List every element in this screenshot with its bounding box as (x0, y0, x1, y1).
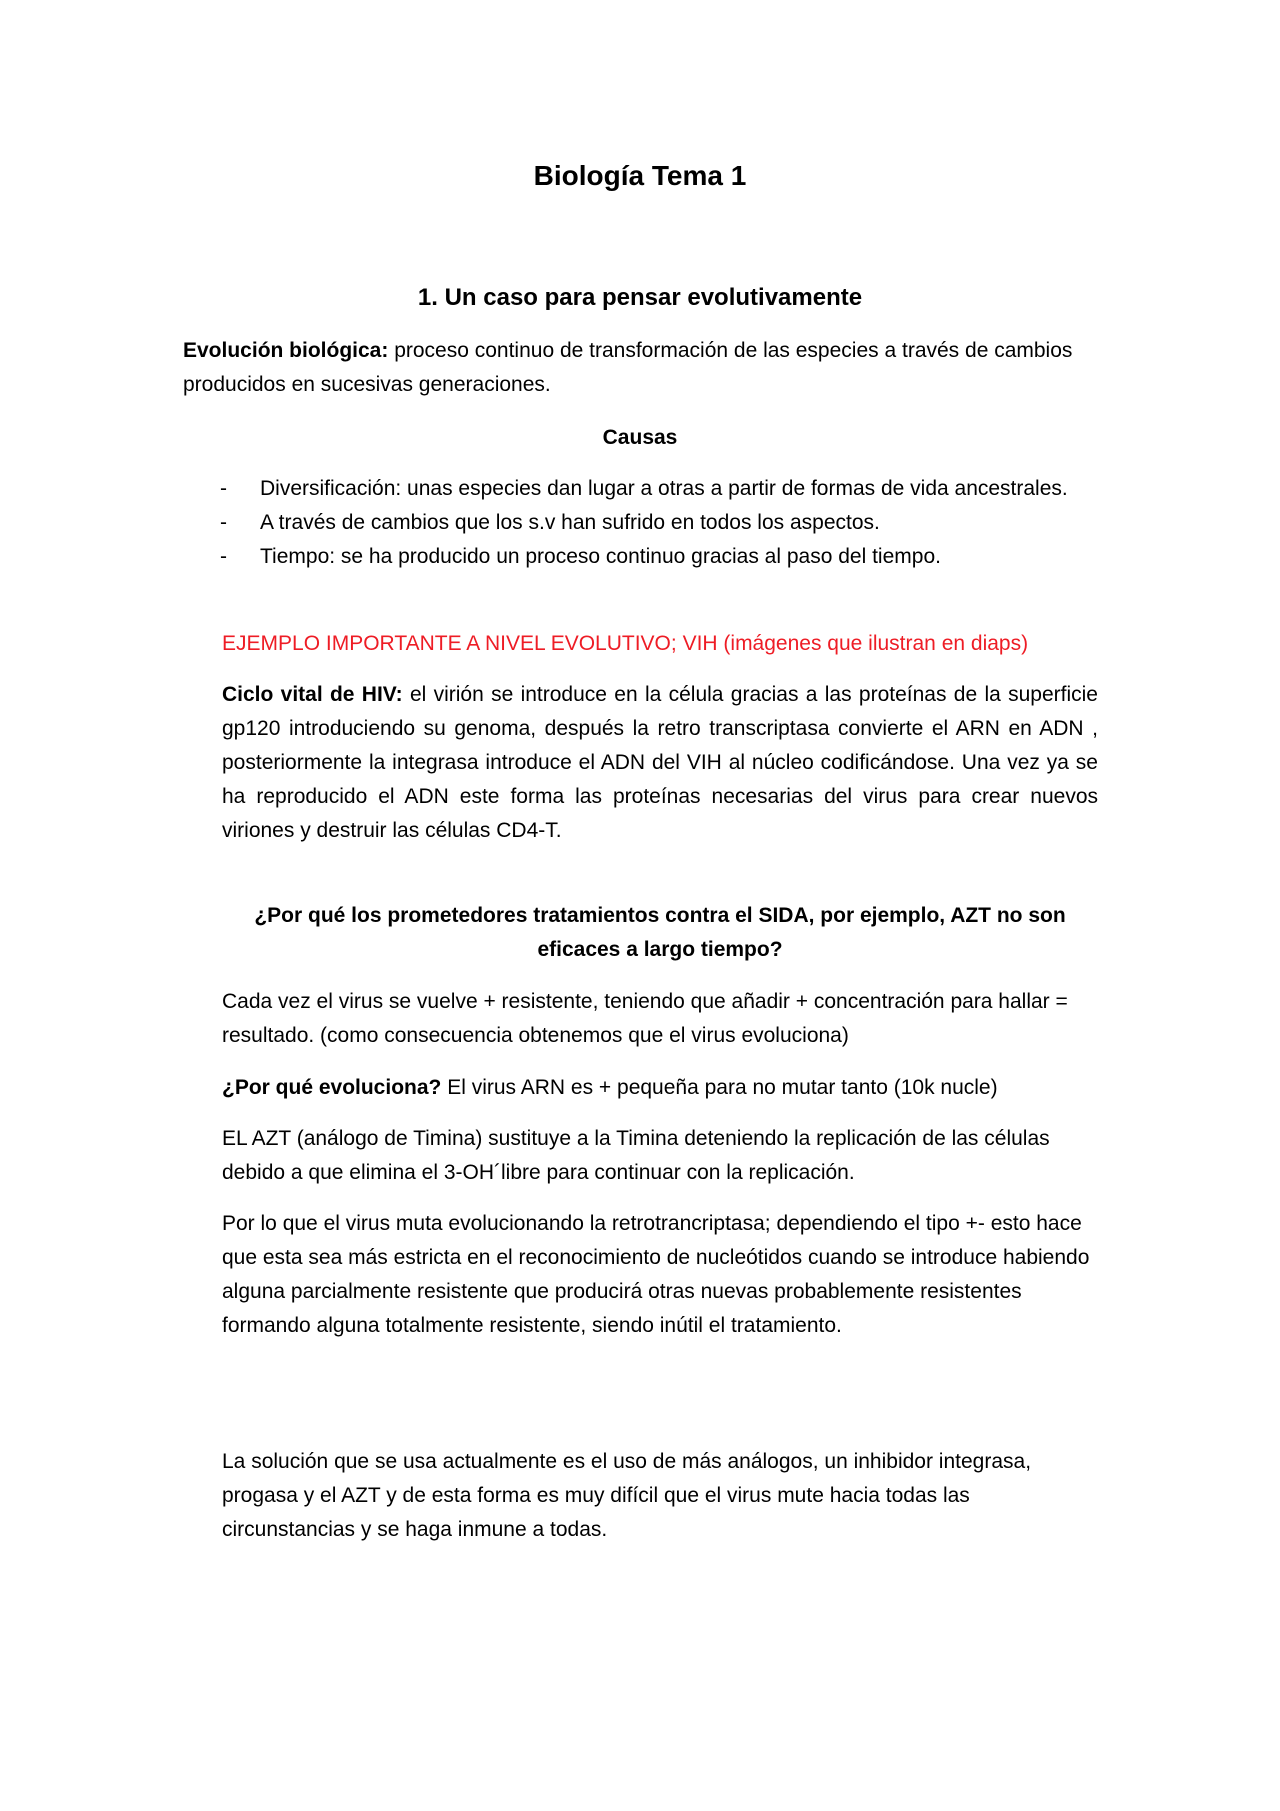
list-bullet: - (220, 477, 227, 500)
mutation-paragraph: Por lo que el virus muta evolucionando la retrotrancriptasa; dependiendo el tipo +- esto hace que esta sea más estricta en el reconocimiento de nucleótidos cuando se introduce habiendo alguna parcialmente resistente que producirá otras nuevas probablemente resistentes formando alguna totalmente resistente, siendo inútil el tratamiento. (222, 1212, 1090, 1337)
resistance-answer: Cada vez el virus se vuelve + resistente, teniendo que añadir + concentración para hallar = resultado. (como consecuencia obtenemos que el virus evoluciona) (222, 990, 1068, 1047)
document-title: Biología Tema 1 (533, 160, 747, 191)
definition-text: proceso continuo de transformación de las especies a través de cambios producidos en sucesivas generaciones. (183, 339, 1073, 396)
definition-term: Evolución biológica: (183, 339, 389, 362)
solution-paragraph: La solución que se usa actualmente es el uso de más análogos, un inhibidor integrasa, progasa y el AZT y de esta forma es muy difícil que el virus mute hacia todas las circunstancias y se haga inmune a todas. (222, 1450, 1032, 1541)
treatments-question: ¿Por qué los prometedores tratamientos contra el SIDA, por ejemplo, AZT no son eficaces a largo tiempo? (254, 904, 1066, 961)
why-evolves-text: El virus ARN es + pequeña para no mutar tanto (10k nucle) (441, 1076, 998, 1099)
azt-paragraph: EL AZT (análogo de Timina) sustituye a la Timina deteniendo la replicación de las células debido a que elimina el 3-OH´libre para continuar con la replicación. (222, 1127, 1050, 1184)
why-evolves-paragraph (222, 1071, 1122, 1105)
list-bullet: - (220, 511, 227, 534)
example-note: EJEMPLO IMPORTANTE A NIVEL EVOLUTIVO; VIH (imágenes que ilustran en diaps) (222, 632, 1029, 655)
section-heading: 1. Un caso para pensar evolutivamente (417, 284, 863, 311)
list-item (220, 540, 1100, 574)
list-item-text: A través de cambios que los s.v han sufrido en todos los aspectos. (260, 511, 880, 534)
list-item (220, 506, 1100, 540)
hiv-cycle-text: el virión se introduce en la célula gracias a las proteínas de la superficie gp120 introduciendo su genoma, después la retro transcriptasa convierte el ARN en ADN , posteriormente la integrasa introduce el ADN del VIH al núcleo codificándose. Una vez ya se ha reproducido el ADN este forma las proteínas necesarias del virus para crear nuevos viriones y destruir las células CD4-T. (222, 683, 1098, 842)
list-item (220, 472, 1100, 506)
why-evolves-term: ¿Por qué evoluciona? (222, 1076, 442, 1099)
hiv-cycle-term: Ciclo vital de HIV: (222, 683, 403, 706)
list-item-text: Diversificación: unas especies dan lugar a otras a partir de formas de vida ancestrales. (260, 477, 1068, 500)
list-item-text: Tiempo: se ha producido un proceso continuo gracias al paso del tiempo. (260, 545, 941, 568)
causes-heading: Causas (602, 426, 678, 449)
list-bullet: - (220, 545, 227, 568)
hiv-cycle-paragraph (222, 678, 1098, 848)
definition-paragraph (183, 334, 1083, 402)
causes-list (220, 472, 1100, 574)
